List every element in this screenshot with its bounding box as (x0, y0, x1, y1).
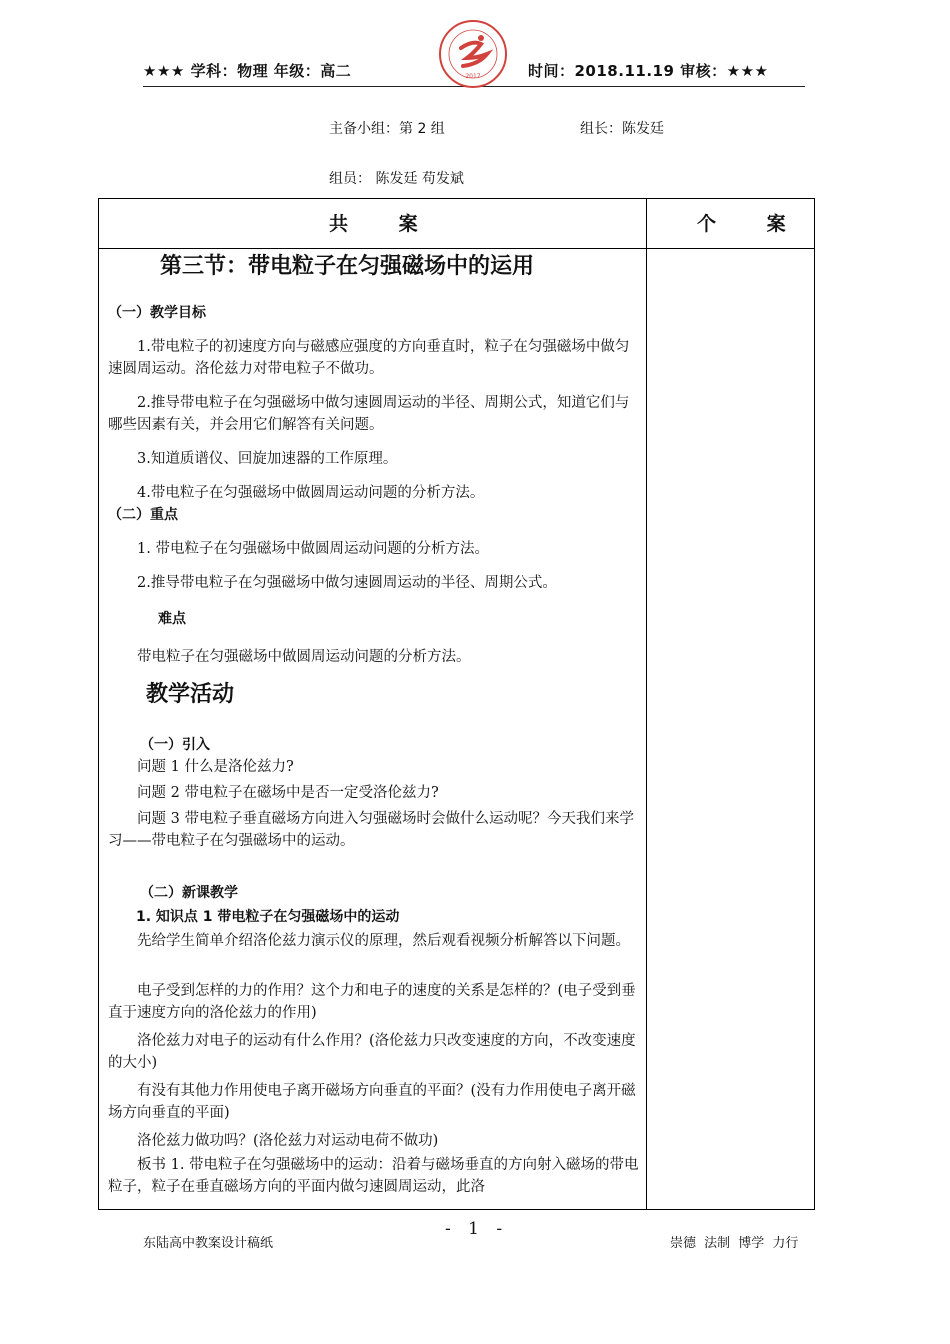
activity-heading: 教学活动 (146, 682, 235, 707)
footer-motto: 崇德 法制 博学 力行 (670, 1236, 799, 1251)
objective-3: 3.知道质谱仪、回旋加速器的工作原理。 (137, 451, 398, 467)
heading-intro: （一）引入 (140, 737, 210, 753)
heading-objectives: （一）教学目标 (108, 305, 206, 321)
key-point-1: 1. 带电粒子在匀强磁场中做圆周运动问题的分析方法。 (137, 541, 489, 557)
paragraph-6: 板书 1. 带电粒子在匀强磁场中的运动：沿着与磁场垂直的方向射入磁场的带电粒子，粒子在垂直磁场方向的平面内做匀速圆周运动，此洛 (108, 1157, 639, 1195)
knowledge-point-1: 1. 知识点 1 带电粒子在匀强磁场中的运动 (136, 909, 400, 925)
question-1: 问题 1 什么是洛伦兹力? (137, 759, 294, 775)
header-row-divider (99, 248, 814, 249)
objective-2: 2.推导带电粒子在匀强磁场中做匀速圆周运动的半径、周期公式，知道它们与哪些因素有关，并会用它们解答有关问题。 (108, 395, 630, 433)
question-2: 问题 2 带电粒子在磁场中是否一定受洛伦兹力? (137, 785, 439, 801)
shared-plan-header: 共 案 (329, 213, 440, 235)
paragraph-1: 先给学生简单介绍洛伦兹力演示仪的原理，然后观看视频分析解答以下问题。 (137, 933, 630, 949)
school-seal-logo (437, 18, 509, 90)
paragraph-2: 电子受到怎样的力的作用？这个力和电子的速度的关系是怎样的？(电子受到垂直于速度方向的洛伦兹力的作用) (108, 983, 636, 1021)
paragraph-3: 洛伦兹力对电子的运动有什么作用？(洛伦兹力只改变速度的方向，不改变速度的大小) (108, 1033, 636, 1071)
footer-school: 东陆高中教案设计稿纸 (143, 1236, 274, 1251)
heading-key-points: （二）重点 (108, 507, 178, 523)
difficulty-1: 带电粒子在匀强磁场中做圆周运动问题的分析方法。 (137, 649, 471, 665)
individual-plan-header: 个 案 (697, 213, 808, 235)
header-subject: ★★★ 学科：物理 年级：高二 (143, 62, 352, 80)
page-number: - 1 - (445, 1219, 509, 1239)
header-date-review: 时间：2018.11.19 审核：★★★ (528, 62, 769, 80)
seal-year: 2017 (465, 73, 481, 80)
key-point-2: 2.推导带电粒子在匀强磁场中做匀速圆周运动的半径、周期公式。 (137, 575, 557, 591)
objective-4: 4.带电粒子在匀强磁场中做圆周运动问题的分析方法。 (137, 485, 485, 501)
group-leader: 组长：陈发廷 (580, 121, 664, 137)
lead-group: 主备小组：第 2 组 (329, 121, 445, 137)
objective-1: 1.带电粒子的初速度方向与磁感应强度的方向垂直时，粒子在匀强磁场中做匀速圆周运动。洛伦兹力对带电粒子不做功。 (108, 339, 630, 377)
heading-new-lesson: （二）新课教学 (140, 885, 238, 901)
paragraph-4: 有没有其他力作用使电子离开磁场方向垂直的平面？(没有力作用使电子离开磁场方向垂直的平面) (108, 1083, 636, 1121)
heading-difficulty: 难点 (158, 611, 186, 627)
paragraph-5: 洛伦兹力做功吗？(洛伦兹力对运动电荷不做功) (137, 1133, 439, 1149)
group-members: 组员： 陈发廷 苟发斌 (329, 171, 464, 187)
section-title: 第三节：带电粒子在匀强磁场中的运用 (160, 254, 535, 279)
question-3: 问题 3 带电粒子垂直磁场方向进入匀强磁场时会做什么运动呢？今天我们来学习——带电粒子在匀强磁场中的运动。 (108, 811, 634, 849)
